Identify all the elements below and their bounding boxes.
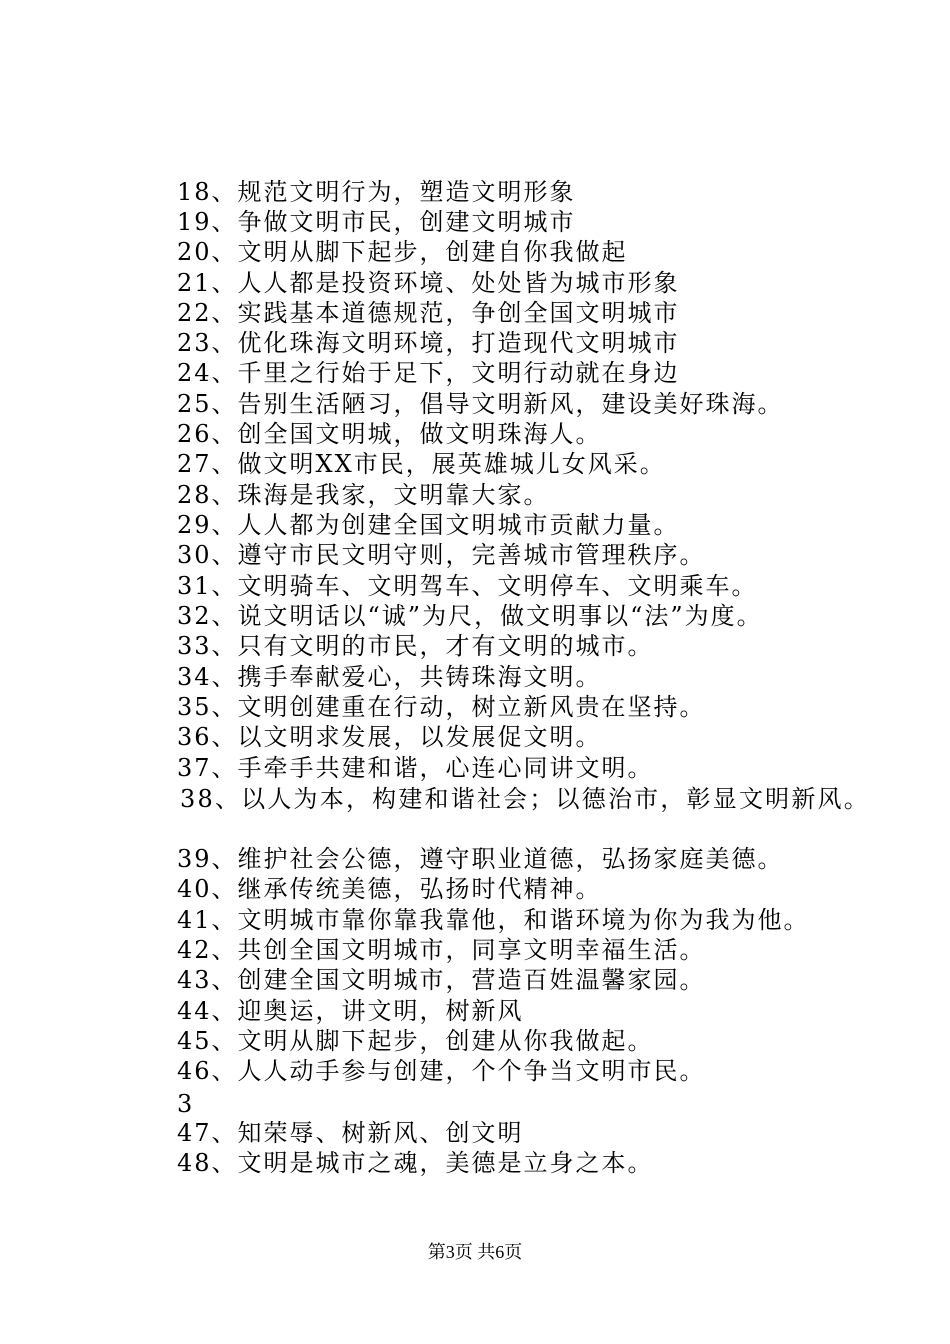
page-number-marker: 3 <box>177 1090 195 1118</box>
text-line: 39、维护社会公德，遵守职业道德，弘扬家庭美德。 <box>177 845 784 873</box>
text-line: 37、手牵手共建和谐，心连心同讲文明。 <box>177 754 654 782</box>
text-line: 31、文明骑车、文明驾车、文明停车、文明乘车。 <box>177 572 758 600</box>
text-line: 29、人人都为创建全国文明城市贡献力量。 <box>177 511 680 539</box>
text-line: 41、文明城市靠你靠我靠他，和谐环境为你为我为他。 <box>177 906 810 934</box>
text-line: 28、珠海是我家，文明靠大家。 <box>177 481 550 509</box>
text-line: 46、人人动手参与创建，个个争当文明市民。 <box>177 1057 706 1085</box>
text-line: 32、说文明话以“诚”为尺，做文明事以“法”为度。 <box>177 602 763 630</box>
text-line: 33、只有文明的市民，才有文明的城市。 <box>177 632 654 660</box>
text-line: 44、迎奥运，讲文明，树新风 <box>177 997 524 1025</box>
text-line: 21、人人都是投资环境、处处皆为城市形象 <box>177 269 680 297</box>
text-line: 34、携手奉献爱心，共铸珠海文明。 <box>177 663 602 691</box>
text-line: 43、创建全国文明城市，营造百姓温馨家园。 <box>177 966 706 994</box>
text-line: 30、遵守市民文明守则，完善城市管理秩序。 <box>177 541 706 569</box>
text-line: 23、优化珠海文明环境，打造现代文明城市 <box>177 329 680 357</box>
page-footer: 第3页 共6页 <box>427 1242 523 1262</box>
text-line: 20、文明从脚下起步，创建自你我做起 <box>177 238 628 266</box>
text-line: 45、文明从脚下起步，创建从你我做起。 <box>177 1027 654 1055</box>
text-line: 19、争做文明市民，创建文明城市 <box>177 208 576 236</box>
text-line: 24、千里之行始于足下，文明行动就在身边 <box>177 359 680 387</box>
text-line: 47、知荣辱、树新风、创文明 <box>177 1119 524 1147</box>
text-line: 22、实践基本道德规范，争创全国文明城市 <box>177 299 680 327</box>
text-line: 35、文明创建重在行动，树立新风贵在坚持。 <box>177 693 706 721</box>
text-line: 48、文明是城市之魂，美德是立身之本。 <box>177 1149 654 1177</box>
text-line: 26、创全国文明城，做文明珠海人。 <box>177 420 602 448</box>
text-line: 40、继承传统美德，弘扬时代精神。 <box>177 875 602 903</box>
text-line: 18、规范文明行为，塑造文明形象 <box>177 178 576 206</box>
text-line: 42、共创全国文明城市，同享文明幸福生活。 <box>177 936 706 964</box>
text-line: 25、告别生活陋习，倡导文明新风，建设美好珠海。 <box>177 390 784 418</box>
text-line: 36、以文明求发展，以发展促文明。 <box>177 723 602 751</box>
text-line: 38、以人为本，构建和谐社会；以德治市，彰显文明新风。 <box>180 785 870 813</box>
text-line: 27、做文明XX市民，展英雄城儿女风采。 <box>177 450 666 478</box>
